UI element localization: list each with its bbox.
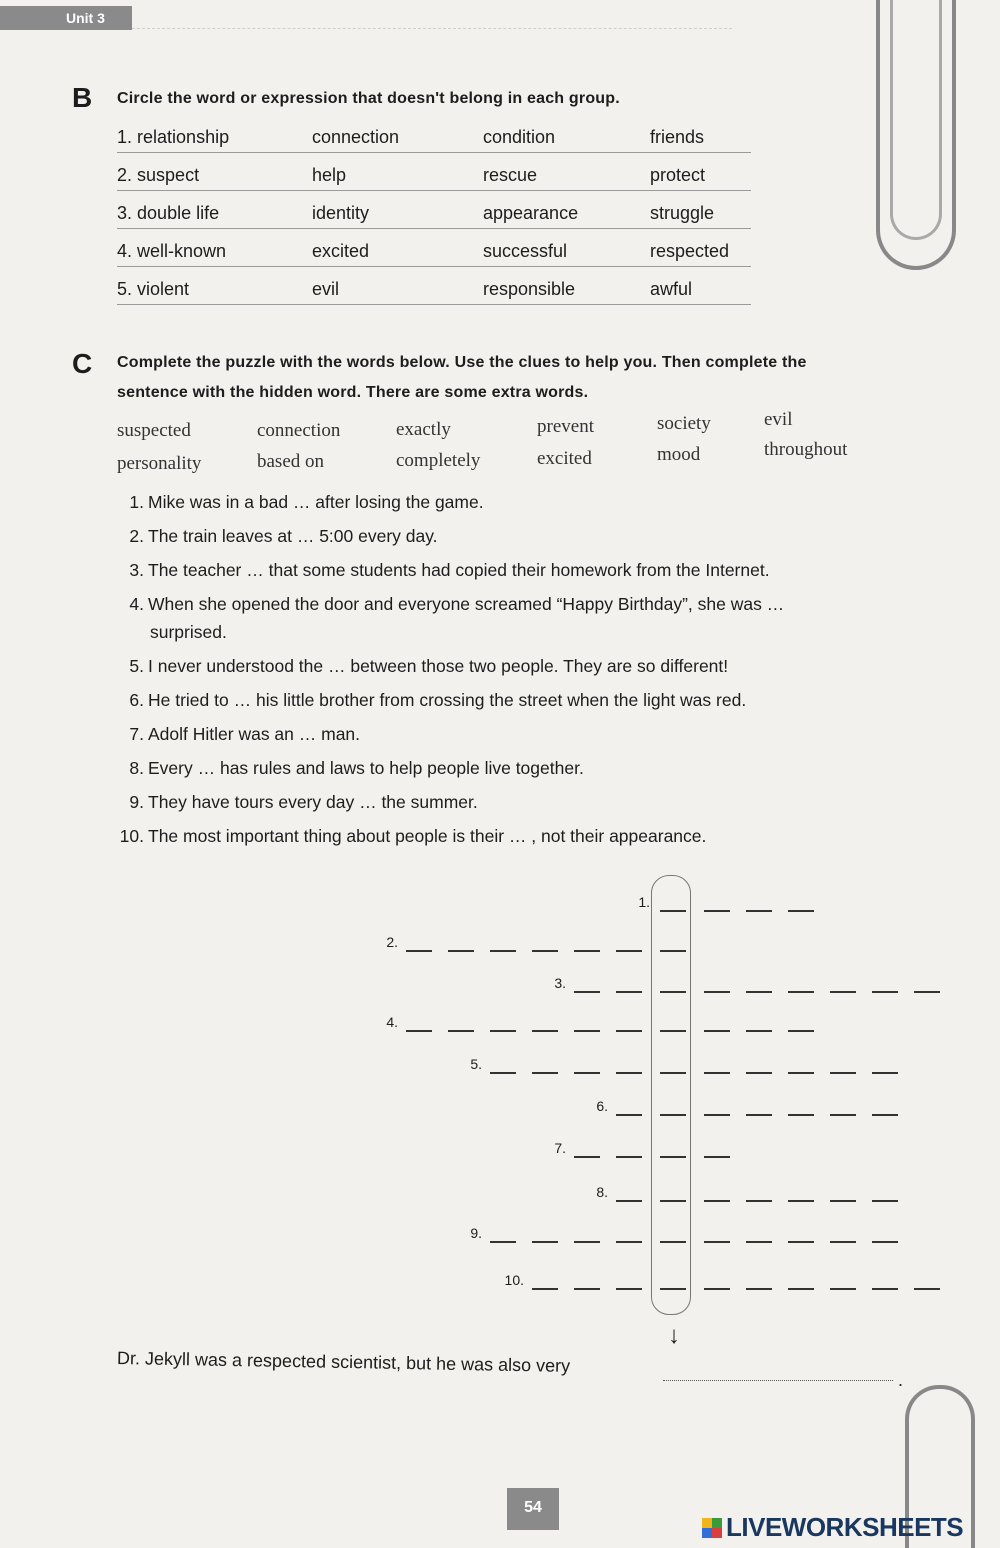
section-c-letter: C — [72, 348, 93, 379]
word-bank-item: suspected — [117, 420, 191, 441]
letter-blank[interactable] — [704, 910, 730, 912]
letter-blank[interactable] — [704, 1114, 730, 1116]
section-b-letter: B — [72, 82, 93, 113]
letter-blank[interactable] — [788, 1114, 814, 1116]
letter-blank[interactable] — [914, 991, 940, 993]
clue-item: 8. Every … has rules and laws to help people live together. — [129, 758, 584, 778]
letter-blank[interactable] — [660, 1030, 686, 1032]
table-row — [117, 228, 751, 267]
clue-4-continued: surprised. — [150, 622, 227, 642]
letter-blank[interactable] — [660, 1114, 686, 1116]
row-3-word-1[interactable]: 3. double life — [117, 203, 220, 223]
letter-blank[interactable] — [660, 1156, 686, 1158]
letter-blank[interactable] — [616, 1114, 642, 1116]
letter-blank[interactable] — [746, 991, 772, 993]
letter-blank[interactable] — [660, 1072, 686, 1074]
row-4-word-4[interactable]: respected — [650, 241, 730, 261]
letter-blank[interactable] — [574, 1288, 600, 1290]
word-bank-item: society — [657, 413, 711, 434]
letter-blank[interactable] — [704, 1241, 730, 1243]
letter-blank[interactable] — [532, 1030, 558, 1032]
word-bank-item: personality — [117, 453, 202, 474]
section-c-instruction-line-1: Complete the puzzle with the words below. Use the clues to help you. Then complete the — [117, 354, 807, 371]
letter-blank[interactable] — [574, 1241, 600, 1243]
table-row — [117, 114, 751, 153]
page-number: 54 — [507, 1488, 559, 1530]
word-bank-item: excited — [537, 448, 592, 469]
brand-logo-icon — [702, 1518, 722, 1538]
letter-blank[interactable] — [704, 1288, 730, 1290]
row-2-word-3[interactable]: rescue — [483, 165, 538, 185]
letter-blank[interactable] — [532, 950, 558, 952]
letter-blank[interactable] — [746, 1072, 772, 1074]
letter-blank[interactable] — [532, 1288, 558, 1290]
letter-blank[interactable] — [406, 1030, 432, 1032]
row-5-word-2[interactable]: evil — [312, 279, 340, 299]
letter-blank[interactable] — [532, 1241, 558, 1243]
final-period: . — [898, 1370, 904, 1390]
section-c-instruction-line-2: sentence with the hidden word. There are some extra words. — [117, 384, 589, 401]
word-bank-item: mood — [657, 444, 701, 465]
letter-blank[interactable] — [616, 991, 642, 993]
clue-item: 6. He tried to … his little brother from crossing the street when the light was red. — [129, 690, 747, 710]
letter-blank[interactable] — [574, 1156, 600, 1158]
word-bank-item: exactly — [396, 419, 451, 440]
letter-blank[interactable] — [574, 1030, 600, 1032]
letter-blank[interactable] — [788, 1241, 814, 1243]
letter-blank[interactable] — [788, 1200, 814, 1202]
word-bank-item: throughout — [764, 439, 848, 460]
letter-blank[interactable] — [616, 1072, 642, 1074]
letter-blank[interactable] — [704, 1072, 730, 1074]
puzzle-row-label: 3. — [554, 975, 566, 991]
letter-blank[interactable] — [490, 950, 516, 952]
row-4-word-3[interactable]: successful — [483, 241, 568, 261]
puzzle-row-label: 4. — [386, 1014, 398, 1030]
puzzle-row-label: 8. — [596, 1184, 608, 1200]
row-1-word-1[interactable]: 1. relationship — [117, 127, 230, 147]
letter-blank[interactable] — [448, 950, 474, 952]
puzzle-row-label: 7. — [554, 1140, 566, 1156]
puzzle-row-label: 5. — [470, 1056, 482, 1072]
letter-blank[interactable] — [830, 1114, 856, 1116]
letter-blank[interactable] — [704, 1030, 730, 1032]
letter-blank[interactable] — [830, 1072, 856, 1074]
letter-blank[interactable] — [574, 950, 600, 952]
letter-blank[interactable] — [788, 1072, 814, 1074]
letter-blank[interactable] — [788, 1288, 814, 1290]
letter-blank[interactable] — [660, 950, 686, 952]
table-row — [117, 152, 751, 191]
letter-blank[interactable] — [830, 991, 856, 993]
final-sentence: Dr. Jekyll was a respected scientist, but he was also very — [116, 1348, 571, 1376]
word-bank-item: evil — [764, 409, 793, 430]
letter-blank[interactable] — [616, 1241, 642, 1243]
letter-blank[interactable] — [616, 1030, 642, 1032]
table-row — [117, 266, 751, 305]
hidden-word-column — [651, 875, 691, 1315]
clue-item: 5. I never understood the … between those two people. They are so different! — [129, 656, 729, 676]
row-3-word-4[interactable]: struggle — [650, 203, 715, 223]
brand-watermark: LIVEWORKSHEETS — [702, 1512, 963, 1543]
word-bank-item: completely — [396, 450, 481, 471]
section-b-instruction: Circle the word or expression that doesn't belong in each group. — [117, 90, 620, 107]
letter-blank[interactable] — [616, 1200, 642, 1202]
puzzle-row-label: 1. — [638, 894, 650, 910]
letter-blank[interactable] — [746, 1114, 772, 1116]
letter-blank[interactable] — [704, 1200, 730, 1202]
row-2-word-1[interactable]: 2. suspect — [117, 165, 200, 185]
clue-item: 10. The most important thing about people is their … , not their appearance. — [119, 826, 707, 846]
puzzle-row-label: 9. — [470, 1225, 482, 1241]
letter-blank[interactable] — [448, 1030, 474, 1032]
final-answer-blank[interactable] — [663, 1380, 893, 1381]
letter-blank[interactable] — [616, 1288, 642, 1290]
top-divider — [132, 28, 732, 29]
letter-blank[interactable] — [872, 1200, 898, 1202]
letter-blank[interactable] — [746, 1288, 772, 1290]
row-4-word-2[interactable]: excited — [312, 241, 370, 261]
letter-blank[interactable] — [872, 991, 898, 993]
row-1-word-2[interactable]: connection — [312, 127, 400, 147]
row-5-word-1[interactable]: 5. violent — [117, 279, 190, 299]
row-4-word-1[interactable]: 4. well-known — [117, 241, 227, 261]
clue-item: 1. Mike was in a bad … after losing the game. — [129, 492, 484, 512]
letter-blank[interactable] — [746, 1241, 772, 1243]
letter-blank[interactable] — [616, 1156, 642, 1158]
letter-blank[interactable] — [406, 950, 432, 952]
clue-item: 7. Adolf Hitler was an … man. — [129, 724, 361, 744]
down-arrow-icon: ↓ — [668, 1322, 680, 1349]
letter-blank[interactable] — [574, 991, 600, 993]
letter-blank[interactable] — [788, 991, 814, 993]
letter-blank[interactable] — [704, 991, 730, 993]
row-2-word-2[interactable]: help — [312, 165, 347, 185]
letter-blank[interactable] — [660, 910, 686, 912]
clue-item: 2. The train leaves at … 5:00 every day. — [129, 526, 438, 546]
row-2-word-4[interactable]: protect — [650, 165, 706, 185]
word-bank-item: connection — [257, 420, 341, 441]
letter-blank[interactable] — [490, 1241, 516, 1243]
letter-blank[interactable] — [616, 950, 642, 952]
paper-clip-top-inner — [890, 0, 942, 240]
word-bank-item: prevent — [537, 416, 594, 437]
letter-blank[interactable] — [830, 1241, 856, 1243]
letter-blank[interactable] — [830, 1200, 856, 1202]
row-1-word-3[interactable]: condition — [483, 127, 556, 147]
clue-item: 4. When she opened the door and everyone screamed “Happy Birthday”, she was … — [129, 594, 785, 614]
clue-item: 3. The teacher … that some students had copied their homework from the Internet. — [129, 560, 770, 580]
letter-blank[interactable] — [574, 1072, 600, 1074]
letter-blank[interactable] — [788, 1030, 814, 1032]
row-5-word-4[interactable]: awful — [650, 279, 693, 299]
row-3-word-2[interactable]: identity — [312, 203, 370, 223]
letter-blank[interactable] — [914, 1288, 940, 1290]
letter-blank[interactable] — [872, 1114, 898, 1116]
letter-blank[interactable] — [872, 1288, 898, 1290]
letter-blank[interactable] — [660, 991, 686, 993]
table-row — [117, 190, 751, 229]
letter-blank[interactable] — [660, 1200, 686, 1202]
letter-blank[interactable] — [532, 1072, 558, 1074]
puzzle-row-label: 2. — [386, 934, 398, 950]
letter-blank[interactable] — [746, 910, 772, 912]
letter-blank[interactable] — [788, 910, 814, 912]
letter-blank[interactable] — [746, 1200, 772, 1202]
letter-blank[interactable] — [490, 1030, 516, 1032]
letter-blank[interactable] — [660, 1241, 686, 1243]
row-5-word-3[interactable]: responsible — [483, 279, 576, 299]
puzzle-row-label: 10. — [504, 1272, 524, 1288]
clue-item: 9. They have tours every day … the summer. — [129, 792, 478, 812]
unit-tab: Unit 3 — [0, 6, 132, 30]
letter-blank[interactable] — [872, 1072, 898, 1074]
letter-blank[interactable] — [660, 1288, 686, 1290]
letter-blank[interactable] — [746, 1030, 772, 1032]
row-1-word-4[interactable]: friends — [650, 127, 705, 147]
letter-blank[interactable] — [872, 1241, 898, 1243]
word-bank-item: based on — [257, 451, 325, 472]
letter-blank[interactable] — [490, 1072, 516, 1074]
letter-blank[interactable] — [704, 1156, 730, 1158]
row-3-word-3[interactable]: appearance — [483, 203, 579, 223]
puzzle-row-label: 6. — [596, 1098, 608, 1114]
letter-blank[interactable] — [830, 1288, 856, 1290]
